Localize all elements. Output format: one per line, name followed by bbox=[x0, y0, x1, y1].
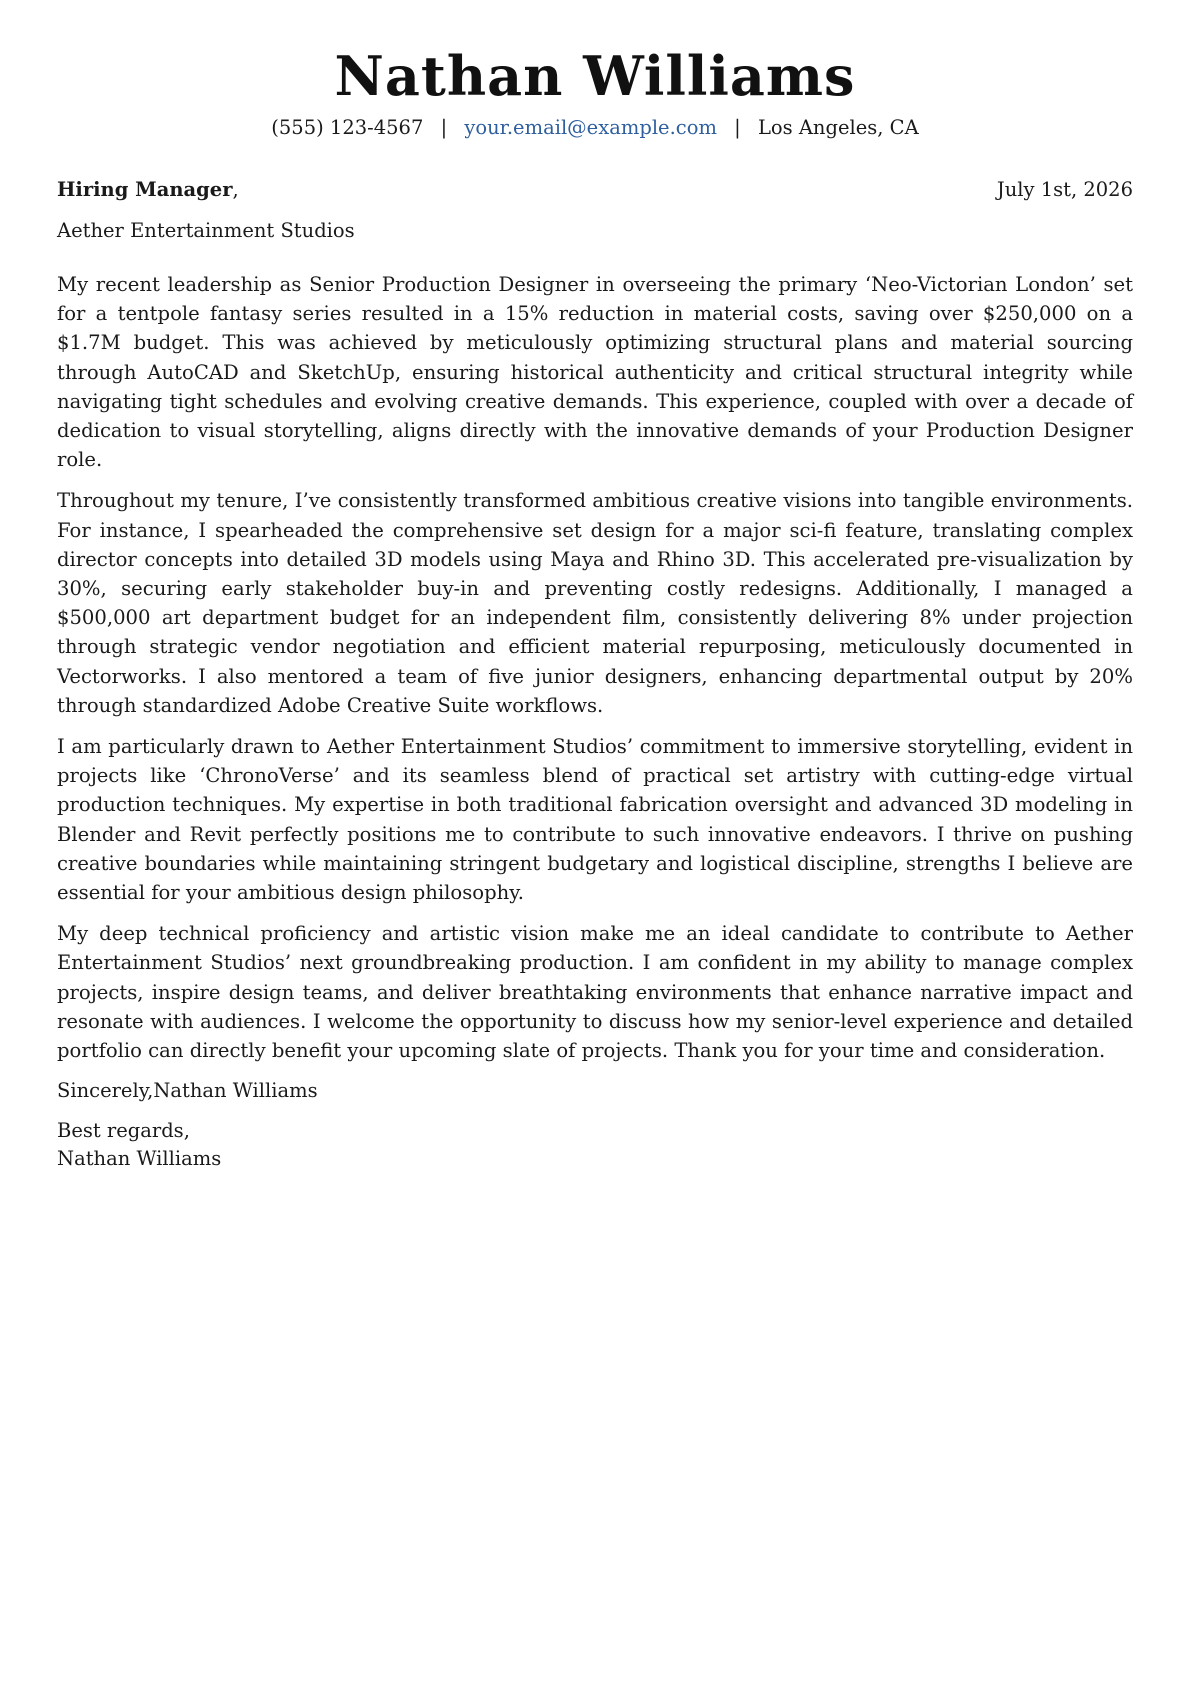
closing-line: Sincerely,Nathan Williams bbox=[57, 1079, 318, 1103]
signoff-block bbox=[57, 1117, 1133, 1173]
body-paragraph: Throughout my tenure, I’ve consistently transformed ambitious creative visions into tangible environments. For instance, I spearheaded the comprehensive set design for a major sci-fi feature, translating complex director concepts into detailed 3D models using Maya and Rhino 3D. This accelerated pre-visualization by 30%, securing early stakeholder buy-in and preventing costly redesigns. Additionally, I managed a $500,000 art department budget for an independent film, consistently delivering 8% under projection through strategic vendor negotiation and efficient material repurposing, meticulously documented in Vectorworks. I also mentored a team of five junior designers, enhancing departmental output by 20% through standardized Adobe Creative Suite workflows. bbox=[57, 489, 1133, 717]
contact-separator: | bbox=[734, 116, 741, 139]
body-paragraph: I am particularly drawn to Aether Entertainment Studios’ commitment to immersive storytelling, evident in projects like ‘ChronoVerse’ and its seamless blend of practical set artistry with cutting-edge virtual production techniques. My expertise in both traditional fabrication oversight and advanced 3D modeling in Blender and Revit perfectly positions me to contribute to such innovative endeavors. I thrive on pushing creative boundaries while maintaining stringent budgetary and logistical discipline, strengths I believe are essential for your ambitious design philosophy. bbox=[57, 735, 1133, 905]
contact-line bbox=[57, 115, 1133, 141]
salutation-row bbox=[57, 177, 1133, 203]
body-paragraph: My recent leadership as Senior Production Designer in overseeing the primary ‘Neo-Victorian London’ set for a tentpole fantasy series resulted in a 15% reduction in material costs, saving over $250,000 on a $1.7M budget. This was achieved by meticulously optimizing structural plans and material sourcing through AutoCAD and SketchUp, ensuring historical authenticity and critical structural integrity while navigating tight schedules and evolving creative demands. This experience, coupled with over a decade of dedication to visual storytelling, aligns directly with the innovative demands of your Production Designer role. bbox=[57, 273, 1133, 472]
cover-letter-page bbox=[57, 0, 1133, 1173]
letter-date: July 1st, 2026 bbox=[996, 178, 1133, 201]
signature-name: Nathan Williams bbox=[57, 1147, 222, 1171]
signoff-phrase: Best regards, bbox=[57, 1119, 190, 1143]
recipient-salutation bbox=[57, 177, 239, 203]
letter-body bbox=[57, 270, 1133, 1065]
letter-closing bbox=[57, 1077, 1133, 1173]
recipient-title-suffix: , bbox=[232, 178, 239, 201]
applicant-name: Nathan Williams bbox=[334, 44, 856, 108]
body-paragraph: My deep technical proficiency and artistic vision make me an ideal candidate to contribute to Aether Entertainment Studios’ next groundbreaking production. I am confident in my ability to manage complex projects, inspire design teams, and deliver breathtaking environments that enhance narrative impact and resonate with audiences. I welcome the opportunity to discuss how my senior-level experience and detailed portfolio can directly benefit your upcoming slate of projects. Thank you for your time and consideration. bbox=[57, 922, 1133, 1063]
phone-number: (555) 123-4567 bbox=[271, 116, 424, 139]
recipient-title: Hiring Manager bbox=[57, 178, 233, 201]
contact-separator: | bbox=[440, 116, 448, 139]
recipient-company: Aether Entertainment Studios bbox=[57, 219, 355, 242]
email-link[interactable]: your.email@example.com bbox=[464, 116, 717, 139]
location: Los Angeles, CA bbox=[757, 116, 919, 139]
